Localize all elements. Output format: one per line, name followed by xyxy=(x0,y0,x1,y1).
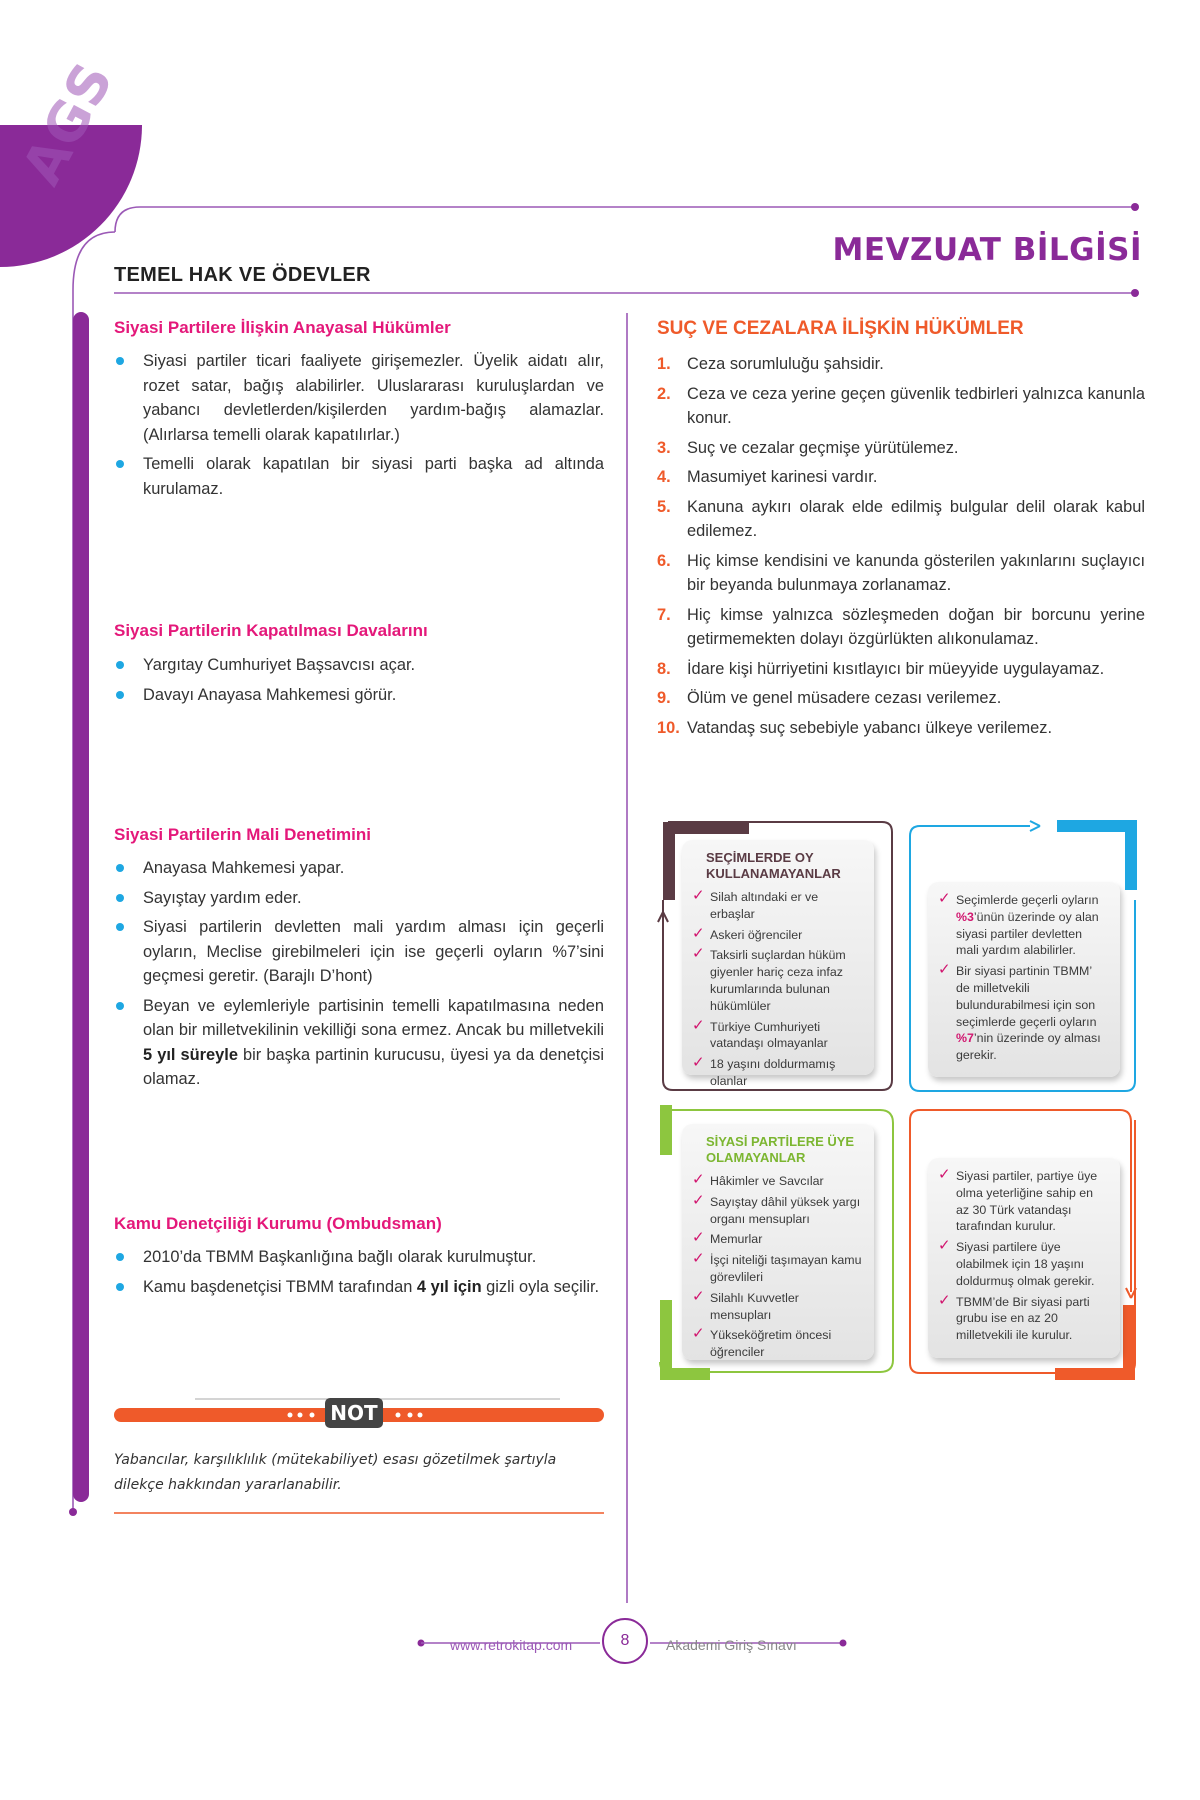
list-item: 4. Masumiyet karinesi vardır. xyxy=(657,468,878,486)
card-title: SEÇİMLERDE OY KULLANAMAYANLAR xyxy=(706,850,841,881)
card-title: SİYASİ PARTİLERE ÜYE OLAMAYANLAR xyxy=(706,1134,855,1165)
section-title: MEVZUAT BİLGİSİ xyxy=(832,232,1142,268)
card xyxy=(928,1158,1120,1358)
check-icon: ✓ xyxy=(692,1016,705,1034)
check-icon: ✓ xyxy=(692,1287,705,1305)
footer-url[interactable]: www.retrokitap.com xyxy=(450,1637,573,1653)
check-icon: ✓ xyxy=(938,1166,951,1183)
check-icon: ✓ xyxy=(692,887,705,904)
list-item: 8. İdare kişi hürriyetini kısıtlayıcı bir müeyyide uygulayamaz. xyxy=(657,659,1105,678)
bullet-icon xyxy=(116,357,124,365)
list-item: Sayıştay yardım eder. xyxy=(114,886,604,911)
bullet-icon xyxy=(116,923,124,931)
list-item: ✓ Türkiye Cumhuriyeti vatandaşı olmayanlar xyxy=(692,1016,828,1051)
unit-title: TEMEL HAK VE ÖDEVLER xyxy=(114,264,371,286)
bullet-icon xyxy=(116,691,124,699)
list-item: 5. Kanuna aykırı olarak elde edilmiş bulgular delil olarak kabul edilemez. xyxy=(657,497,1145,540)
left-accent-bar xyxy=(73,312,89,1502)
list-item: ✓ Sayıştay dâhil yüksek yargı organı mensupları xyxy=(692,1191,861,1226)
list-item: ✓ Yükseköğretim öncesi öğrenciler xyxy=(692,1325,832,1360)
list-item: ✓ Silahlı Kuvvetler mensupları xyxy=(692,1287,799,1322)
list-item: ✓ TBMM’de Bir siyasi parti grubu ise en az 20 milletvekili ile kurulur. xyxy=(938,1291,1090,1343)
list-item: Siyasi partilerin devletten mali yardım alması için geçerli oyların, Meclise girebilmeleri için ise geçerli oyların %7’sini geçmesi geretir. (Barajlı D’hont) xyxy=(114,915,604,989)
card-list xyxy=(938,892,1108,1064)
list-item: 7. Hiç kimse yalnızca sözleşmeden doğan bir borcunu yerine getirmemekten dolayı özgürlükten alıkonulamaz. xyxy=(657,605,1145,648)
list-item: ✓ Siyasi partiler, partiye üye olma yeterliğine sahip en az 30 Türk vatandaşı tarafından kurulur. xyxy=(938,1166,1098,1234)
list-item: Temelli olarak kapatılan bir siyasi parti başka ad altında kurulamaz. xyxy=(114,452,604,501)
check-icon: ✓ xyxy=(692,1054,705,1072)
bullet-icon xyxy=(116,864,124,872)
list-suc-ve-cezalar xyxy=(657,352,1145,745)
bullet-icon xyxy=(116,1002,124,1010)
check-icon: ✓ xyxy=(692,1229,705,1247)
list-item: Kamu başdenetçisi TBMM tarafından 4 yıl için gizli oyla seçilir. xyxy=(114,1275,604,1300)
list-item: ✓ İşçi niteliği taşımayan kamu görevlileri xyxy=(692,1250,862,1284)
check-icon: ✓ xyxy=(692,1250,705,1268)
heading-ombudsman: Kamu Denetçiliği Kurumu (Ombudsman) xyxy=(114,1214,442,1233)
footer-exam-name: Akademi Giriş Sınavı xyxy=(666,1637,797,1653)
list-item: ✓ Bir siyasi partinin TBMM’ de milletvekili bulundurabilmesi için son seçimlerde geçerli oyların %7’nin üzerinde oy alması gerekir. xyxy=(938,961,1101,1063)
note-badge: NOT xyxy=(325,1398,383,1428)
card-list xyxy=(938,1168,1108,1344)
list-ombudsman xyxy=(114,1245,604,1304)
list-mali-denetim xyxy=(114,856,604,1097)
card xyxy=(682,1124,874,1360)
heading-anayasal-hukumler: Siyasi Partilere İlişkin Anayasal Hükümler xyxy=(114,318,451,337)
page-number: 8 xyxy=(602,1618,648,1664)
ags-watermark: AGS xyxy=(10,51,126,195)
heading-kapatilma-davalari: Siyasi Partilerin Kapatılması Davalarını xyxy=(114,621,428,640)
bullet-icon xyxy=(116,661,124,669)
list-item: ✓ Seçimlerde geçerli oyların %3’ünün üzerinde oy alan siyasi partiler devletten mali yardım alabilirler. xyxy=(938,890,1099,958)
heading-mali-denetim: Siyasi Partilerin Mali Denetimini xyxy=(114,825,371,844)
list-item: ✓ Taksirli suçlardan hüküm giyenler hariç ceza infaz kurumlarında bulunan hükümlüler xyxy=(692,945,846,1013)
bold-duration: 5 yıl süreyle xyxy=(143,1045,238,1064)
bullet-icon xyxy=(116,460,124,468)
check-icon: ✓ xyxy=(692,1325,705,1343)
list-item: ✓ 18 yaşını doldurmamış olanlar xyxy=(692,1054,836,1088)
list-item: Beyan ve eylemleriyle partisinin temelli kapatılmasına neden olan bir milletvekilinin vekilliği sona ermez. Ancak bu milletvekili 5 yıl süreyle bir başka partinin kurucusu, üyesi ya da denetçisi olamaz. xyxy=(114,994,604,1092)
check-icon: ✓ xyxy=(692,1191,705,1209)
list-item: Yargıtay Cumhuriyet Başsavcısı açar. xyxy=(114,653,604,678)
list-item: 10. Vatandaş suç sebebiyle yabancı ülkeye verilemez. xyxy=(657,718,1053,737)
list-anayasal-hukumler xyxy=(114,349,604,506)
list-item: Davayı Anayasa Mahkemesi görür. xyxy=(114,683,604,708)
list-item: 3. Suç ve cezalar geçmişe yürütülemez. xyxy=(657,438,959,457)
list-item: Anayasa Mahkemesi yapar. xyxy=(114,856,604,881)
check-icon: ✓ xyxy=(938,1237,951,1255)
bullet-icon xyxy=(116,1283,124,1291)
list-item: 2. Ceza ve ceza yerine geçen güvenlik tedbirleri yalnızca kanunla konur. xyxy=(657,384,1145,427)
check-icon: ✓ xyxy=(938,961,951,979)
card xyxy=(682,840,874,1088)
card-list xyxy=(692,889,862,1090)
check-icon: ✓ xyxy=(692,1171,705,1188)
bullet-icon xyxy=(116,894,124,902)
list-item: 6. Hiç kimse kendisini ve kanunda gösterilen yakınlarını suçlayıcı bir beyanda bulunmaya zorlanamaz. xyxy=(657,551,1145,594)
list-item: 2010’da TBMM Başkanlığına bağlı olarak kurulmuştur. xyxy=(114,1245,604,1270)
check-icon: ✓ xyxy=(938,1291,951,1309)
card xyxy=(928,882,1120,1077)
bullet-icon xyxy=(116,1253,124,1261)
card-list xyxy=(692,1173,862,1361)
list-item: Siyasi partiler ticari faaliyete girişemezler. Üyelik aidatı alır, rozet satar, bağış alabilirler. Uluslararası kuruluşlardan ve yabancı devletlerden/kişilerden yardım-bağış alamazlar. (Alırlarsa temelli olarak kapatılırlar.) xyxy=(114,349,604,447)
check-icon: ✓ xyxy=(692,945,705,963)
list-item: 9. Ölüm ve genel müsadere cezası verilemez. xyxy=(657,689,1002,707)
list-item: ✓ Memurlar xyxy=(692,1229,763,1247)
check-icon: ✓ xyxy=(692,924,705,942)
note-text: Yabancılar, karşılıklılık (mütekabiliyet) esası gözetilmek şartıyla dilekçe hakkından yararlanabilir. xyxy=(114,1452,557,1493)
list-item: ✓ Siyasi partilere üye olabilmek için 18 yaşını doldurmuş olmak gerekir. xyxy=(938,1237,1095,1288)
list-item: ✓ Askeri öğrenciler xyxy=(692,924,803,942)
list-item: 1. Ceza sorumluluğu şahsidir. xyxy=(657,355,884,373)
check-icon: ✓ xyxy=(938,890,951,907)
list-item: ✓ Hâkimler ve Savcılar xyxy=(692,1171,824,1188)
list-item: ✓ Silah altındaki er ve erbaşlar xyxy=(692,887,819,921)
bold-term: 4 yıl için xyxy=(416,1277,482,1296)
list-kapatilma-davalari xyxy=(114,653,604,712)
heading-suc-ve-cezalar: SUÇ VE CEZALARA İLİŞKİN HÜKÜMLER xyxy=(657,318,1024,339)
